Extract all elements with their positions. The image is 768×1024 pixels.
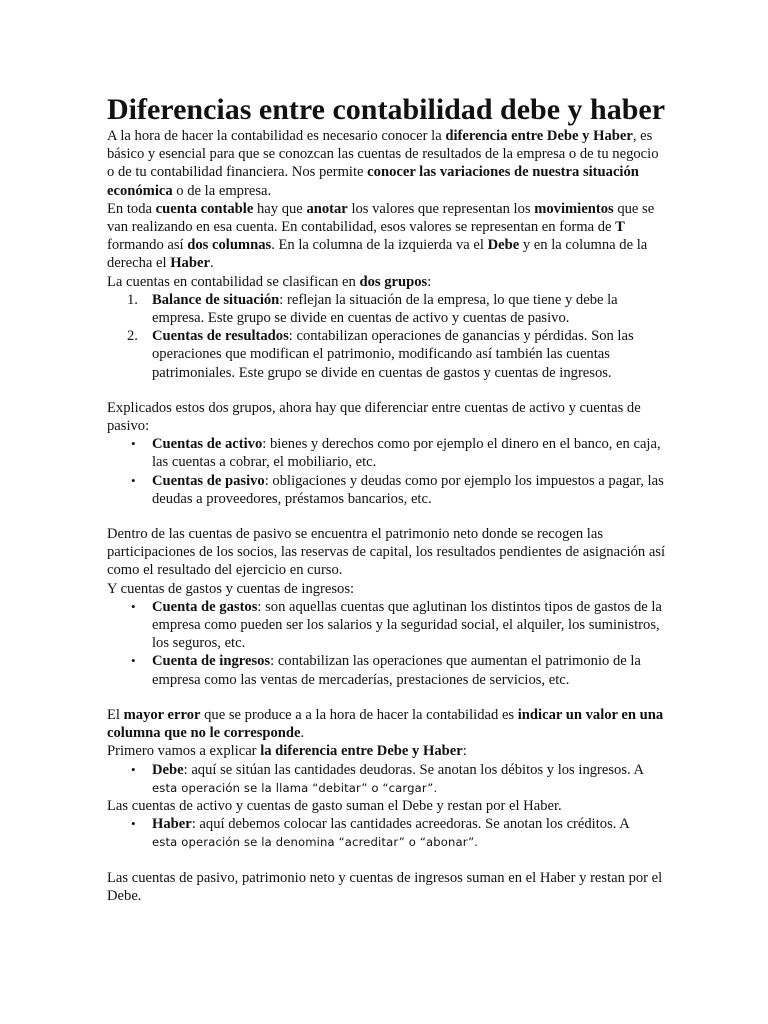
- list-item: [107, 472, 667, 508]
- p2-bold-7: Haber: [170, 255, 210, 272]
- p8-text-1: Primero vamos a explicar: [107, 743, 261, 760]
- list-item-text: : aquí debemos colocar las cantidades acreedoras. Se anotan los créditos. A: [191, 816, 630, 833]
- p3-text-1: La cuentas en contabilidad se clasifican en: [107, 273, 360, 290]
- activo-pasivo-intro-paragraph: Explicados estos dos grupos, ahora hay que diferenciar entre cuentas de activo y cuentas de pasivo:: [107, 399, 641, 435]
- p2-text-6: . En la columna de la izquierda va el: [271, 237, 488, 254]
- grupos-list: [107, 291, 667, 382]
- intro-bold-2: conocer las variaciones de nuestra situación económica: [107, 164, 639, 199]
- list-item-text: : contabilizan operaciones de ganancias y pérdidas. Son las operaciones que modifican el patrimonio, modificando así también las cuentas patrimoniales. Este grupo se divide en cuentas de gastos y cuentas de ingresos.: [152, 328, 634, 381]
- list-item: [107, 652, 667, 688]
- bullet-icon: •: [131, 761, 136, 777]
- list-item-term: Haber: [152, 816, 192, 833]
- list-item-text: : bienes y derechos como por ejemplo el dinero en el banco, en caja, las cuentas a cobrar, el mobiliario, etc.: [152, 436, 661, 471]
- patrimonio-neto-paragraph: Dentro de las cuentas de pasivo se encuentra el patrimonio neto donde se recogen las participaciones de los socios, las reservas de capital, los resultados pendientes de asignación así como el resultado del ejercicio en curso.: [107, 526, 666, 579]
- mayor-error-paragraph: [107, 706, 667, 742]
- gastos-ingresos-list: [107, 598, 667, 689]
- p7-text-2: que se produce a a la hora de hacer la contabilidad es: [200, 706, 518, 723]
- list-item-text: : reflejan la situación de la empresa, lo que tiene y debe la empresa. Este grupo se divide en cuentas de activo y cuentas de pasivo.: [152, 291, 618, 327]
- list-item-term: Debe: [152, 761, 184, 778]
- list-item-note: esta operación se la denomina “acreditar” o “abonar”.: [152, 835, 479, 850]
- p7-text-3: .: [300, 725, 305, 742]
- document-content: [107, 93, 667, 905]
- list-number: 1.: [127, 291, 138, 308]
- p2-text-1: En toda: [107, 200, 156, 217]
- p7-bold-2: indicar un valor en una columna que no le corresponde: [107, 706, 664, 742]
- pasivo-rule-paragraph: Las cuentas de pasivo, patrimonio neto y cuentas de ingresos suman en el Haber y restan por el Debe.: [107, 869, 663, 904]
- p8-text-2: :: [462, 743, 467, 760]
- list-item: [107, 598, 667, 653]
- paragraph-gap: [107, 852, 667, 869]
- list-item-term: Balance de situación: [152, 291, 280, 308]
- p2-bold-6: Debe: [487, 237, 520, 254]
- list-item-note: esta operación se la llama “debitar” o “cargar”.: [152, 780, 438, 795]
- p2-text-2: hay que: [253, 200, 307, 217]
- page-title: Diferencias entre contabilidad debe y haber: [107, 93, 666, 126]
- p2-text-8: .: [209, 255, 214, 272]
- debe-list: [107, 761, 667, 797]
- list-item-text: : contabilizan las operaciones que aumentan el patrimonio de la empresa como las ventas de mercaderías, prestaciones de servicios, etc.: [152, 653, 641, 688]
- paragraph-gap: [107, 508, 667, 525]
- p3-bold-1: dos grupos: [359, 273, 428, 290]
- paragraph-gap: [107, 382, 667, 399]
- p3-text-2: :: [427, 273, 432, 290]
- paragraph-gap: [107, 689, 667, 706]
- list-item-term: Cuentas de pasivo: [152, 472, 265, 489]
- p7-text-1: El: [107, 706, 124, 723]
- list-item: [107, 761, 667, 797]
- bullet-icon: •: [131, 653, 136, 669]
- gastos-ingresos-intro-paragraph: Y cuentas de gastos y cuentas de ingresos:: [107, 580, 355, 597]
- list-item-term: Cuenta de ingresos: [152, 653, 271, 670]
- p2-bold-5: dos columnas: [187, 237, 272, 254]
- list-item-term: Cuenta de gastos: [152, 598, 258, 615]
- cuenta-contable-paragraph: [107, 200, 667, 273]
- list-item: [107, 435, 667, 471]
- list-item-text: : son aquellas cuentas que aglutinan los distintos tipos de gastos de la empresa como pueden ser los salarios y la seguridad social, el alquiler, los suministros, los seguros, etc.: [152, 598, 662, 652]
- p2-text-7: y en la columna de la derecha el: [107, 237, 648, 272]
- intro-text-2: , es básico y esencial para que se conozcan las cuentas de resultados de la empresa o de tu negocio o de tu contabilidad financiera. Nos permite: [107, 128, 659, 181]
- bullet-icon: •: [131, 472, 136, 488]
- list-item: [107, 815, 667, 851]
- p2-text-5: formando así: [107, 237, 188, 254]
- bullet-icon: •: [131, 436, 136, 452]
- p2-bold-2: anotar: [306, 200, 348, 217]
- grupos-intro-paragraph: [107, 273, 667, 291]
- intro-text-1: A la hora de hacer la contabilidad es necesario conocer la: [107, 128, 446, 144]
- debe-haber-intro-paragraph: [107, 742, 667, 760]
- list-number: 2.: [127, 328, 138, 345]
- list-item-text: : aquí se sitúan las cantidades deudoras. Se anotan los débitos y los ingresos. A: [183, 761, 645, 778]
- intro-text-3: o de la empresa.: [172, 182, 272, 199]
- activo-gasto-rule-paragraph: Las cuentas de activo y cuentas de gasto suman el Debe y restan por el Haber.: [107, 797, 562, 814]
- list-item: [107, 327, 667, 382]
- intro-bold-1: diferencia entre Debe y Haber: [445, 128, 633, 144]
- p2-bold-3: movimientos: [534, 200, 614, 217]
- list-item: [107, 291, 667, 327]
- list-item-term: Cuentas de activo: [152, 436, 263, 453]
- activo-pasivo-list: [107, 435, 667, 508]
- p2-text-4: que se van realizando en esa cuenta. En contabilidad, esos valores se representan en forma de: [107, 200, 655, 236]
- p2-text-3: los valores que representan los: [347, 200, 535, 217]
- bullet-icon: •: [131, 598, 136, 614]
- p2-bold-1: cuenta contable: [155, 200, 254, 217]
- list-item-term: Cuentas de resultados: [152, 328, 289, 345]
- p2-bold-4: T: [615, 219, 625, 236]
- p7-bold-1: mayor error: [123, 706, 201, 723]
- list-item-text: : obligaciones y deudas como por ejemplo los impuestos a pagar, las deudas a proveedores, préstamos bancarios, etc.: [152, 472, 664, 507]
- intro-paragraph: [107, 127, 667, 200]
- haber-list: [107, 815, 667, 851]
- p8-bold-1: la diferencia entre Debe y Haber: [260, 743, 463, 760]
- bullet-icon: •: [131, 816, 136, 832]
